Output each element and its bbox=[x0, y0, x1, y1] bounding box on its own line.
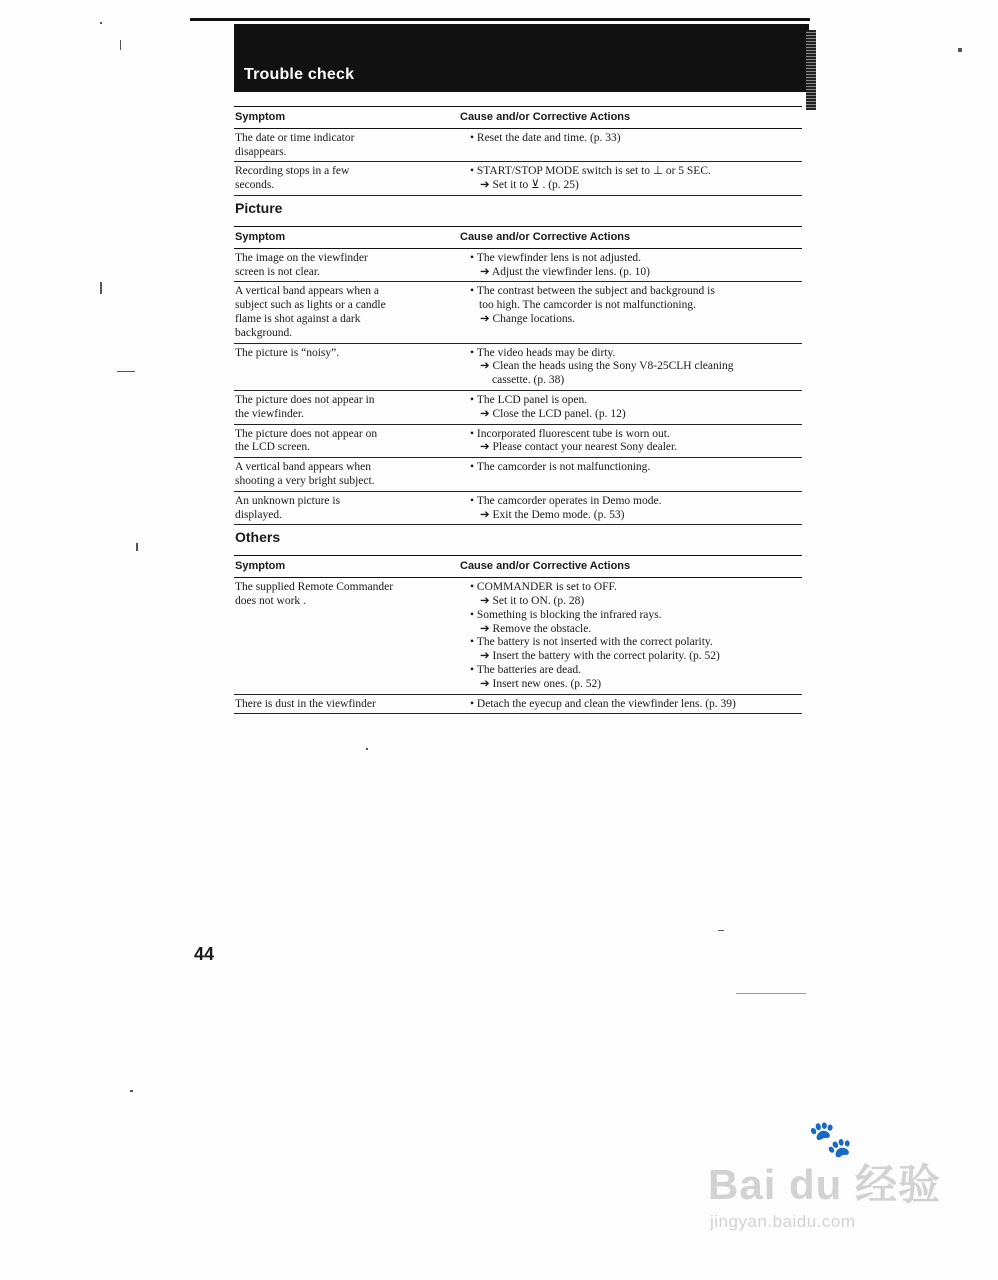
action-text: Exit the Demo mode. (p. 53) bbox=[492, 508, 625, 521]
action-text: Remove the obstacle. bbox=[492, 622, 592, 635]
symptom-line: the viewfinder. bbox=[235, 407, 304, 420]
edge-thumb-tab bbox=[806, 30, 816, 110]
symptom-line: An unknown picture is bbox=[235, 494, 341, 507]
symptom-line: The picture does not appear on bbox=[235, 427, 378, 440]
symptom-cell bbox=[234, 694, 452, 714]
symptom-line: A vertical band appears when a bbox=[235, 285, 380, 298]
table-row bbox=[234, 491, 802, 525]
arrow-icon: ➔ bbox=[480, 360, 493, 373]
scan-speck bbox=[117, 371, 135, 372]
cause-bullet bbox=[470, 664, 802, 678]
scan-speck bbox=[136, 543, 138, 551]
arrow-icon: ➔ bbox=[480, 312, 493, 325]
symptom-line: the LCD screen. bbox=[235, 441, 311, 454]
corrective-action bbox=[470, 441, 802, 455]
cause-bullet bbox=[470, 636, 802, 650]
corrective-action bbox=[470, 360, 802, 374]
table-row bbox=[234, 248, 802, 282]
scan-speck bbox=[366, 748, 368, 750]
corrective-action bbox=[470, 623, 802, 637]
action-text: The battery is not inserted with the correct polarity. bbox=[476, 636, 713, 649]
arrow-icon: ➔ bbox=[480, 407, 493, 420]
symptom-cell bbox=[234, 282, 452, 343]
symptom-cell bbox=[234, 424, 452, 458]
corrective-action bbox=[470, 678, 802, 692]
action-text: Close the LCD panel. (p. 12) bbox=[492, 407, 626, 420]
action-text: Insert new ones. (p. 52) bbox=[492, 677, 602, 690]
header-top-rule bbox=[190, 18, 810, 21]
trouble-table bbox=[234, 106, 802, 196]
watermark-logo: Bai du 经验 bbox=[708, 1161, 942, 1208]
table-row bbox=[234, 424, 802, 458]
symptom-cell bbox=[234, 390, 452, 424]
scan-speck bbox=[958, 48, 962, 52]
action-cell bbox=[452, 491, 802, 525]
action-cell bbox=[452, 162, 802, 196]
symptom-line: displayed. bbox=[235, 508, 282, 521]
action-text: Adjust the viewfinder lens. (p. 10) bbox=[491, 265, 650, 278]
action-text: The camcorder is not malfunctioning. bbox=[476, 461, 651, 474]
arrow-icon: ➔ bbox=[480, 677, 493, 690]
symptom-line: flame is shot against a dark bbox=[235, 312, 361, 325]
symptom-line: background. bbox=[235, 326, 293, 339]
table-row bbox=[234, 390, 802, 424]
table-row bbox=[234, 343, 802, 390]
action-text: Something is blocking the infrared rays. bbox=[476, 608, 662, 621]
action-text: cassette. (p. 38) bbox=[492, 374, 565, 387]
cause-bullet bbox=[470, 581, 802, 595]
cause-bullet bbox=[470, 609, 802, 623]
symptom-cell bbox=[234, 248, 452, 282]
action-text: too high. The camcorder is not malfunctioning. bbox=[479, 299, 696, 312]
symptom-line: The supplied Remote Commander bbox=[235, 581, 394, 594]
action-text: Reset the date and time. (p. 33) bbox=[476, 131, 621, 144]
cause-header: Cause and/or Corrective Actions bbox=[452, 107, 802, 129]
scan-speck bbox=[736, 993, 806, 994]
table-header-row bbox=[234, 226, 802, 248]
action-text: Set it to ON. (p. 28) bbox=[492, 594, 585, 607]
symptom-cell bbox=[234, 343, 452, 390]
symptom-line: The picture does not appear in bbox=[235, 393, 375, 406]
symptom-line: seconds. bbox=[235, 179, 275, 192]
section-title: Others bbox=[235, 529, 281, 546]
action-text: Insert the battery with the correct polarity. (p. 52) bbox=[492, 650, 720, 663]
arrow-icon: ➔ bbox=[480, 594, 493, 607]
cause-bullet bbox=[470, 428, 802, 442]
symptom-line: subject such as lights or a candle bbox=[235, 299, 386, 312]
action-cell bbox=[452, 128, 802, 162]
action-text: The LCD panel is open. bbox=[476, 393, 588, 406]
symptom-cell bbox=[234, 578, 452, 694]
cause-header: Cause and/or Corrective Actions bbox=[452, 226, 802, 248]
cause-bullet bbox=[470, 347, 802, 361]
corrective-action bbox=[470, 266, 802, 280]
action-text: COMMANDER is set to OFF. bbox=[476, 581, 617, 594]
page-number: 44 bbox=[194, 944, 215, 964]
symptom-line: The image on the viewfinder bbox=[235, 251, 368, 264]
symptom-cell bbox=[234, 162, 452, 196]
action-text: The contrast between the subject and background is bbox=[476, 285, 715, 298]
action-cell bbox=[452, 282, 802, 343]
symptom-line: shooting a very bright subject. bbox=[235, 474, 375, 487]
table-row bbox=[234, 162, 802, 196]
action-text: Please contact your nearest Sony dealer. bbox=[492, 441, 678, 454]
action-cell bbox=[452, 390, 802, 424]
table-header-row bbox=[234, 556, 802, 578]
arrow-icon: ➔ bbox=[480, 441, 493, 454]
symptom-line: does not work . bbox=[235, 594, 306, 607]
action-text: Detach the eyecup and clean the viewfinder lens. (p. 39) bbox=[476, 697, 736, 710]
symptom-cell bbox=[234, 128, 452, 162]
page-title: Trouble check bbox=[244, 66, 355, 83]
action-cell bbox=[452, 343, 802, 390]
symptom-line: A vertical band appears when bbox=[235, 461, 372, 474]
corrective-action bbox=[470, 650, 802, 664]
symptom-line: There is dust in the viewfinder bbox=[235, 697, 376, 710]
trouble-table bbox=[234, 555, 802, 714]
scan-speck bbox=[130, 1090, 133, 1092]
action-text: The video heads may be dirty. bbox=[476, 346, 616, 359]
action-text: Set it to ⊻ . (p. 25) bbox=[492, 179, 579, 192]
table-row bbox=[234, 458, 802, 492]
action-cell bbox=[452, 248, 802, 282]
arrow-icon: ➔ bbox=[480, 622, 493, 635]
cause-bullet bbox=[470, 252, 802, 266]
scan-speck bbox=[718, 930, 724, 931]
arrow-icon: ➔ bbox=[480, 508, 493, 521]
cause-bullet bbox=[470, 132, 802, 146]
cause-bullet bbox=[470, 698, 802, 712]
corrective-action bbox=[470, 595, 802, 609]
action-continuation bbox=[470, 374, 802, 388]
trouble-table bbox=[234, 226, 802, 525]
symptom-line: The date or time indicator bbox=[235, 131, 355, 144]
cause-continuation bbox=[470, 299, 802, 313]
arrow-icon: ➔ bbox=[480, 179, 493, 192]
action-cell bbox=[452, 424, 802, 458]
scan-speck bbox=[100, 282, 102, 294]
scan-speck bbox=[100, 22, 102, 24]
table-row bbox=[234, 128, 802, 162]
action-text: The batteries are dead. bbox=[476, 663, 581, 676]
paw-icon: 🐾 bbox=[808, 1118, 853, 1159]
symptom-header: Symptom bbox=[234, 556, 452, 578]
corrective-action bbox=[470, 509, 802, 523]
cause-bullet bbox=[470, 394, 802, 408]
corrective-action bbox=[470, 408, 802, 422]
action-cell bbox=[452, 578, 802, 694]
symptom-cell bbox=[234, 458, 452, 492]
cause-bullet bbox=[470, 495, 802, 509]
symptom-header: Symptom bbox=[234, 107, 452, 129]
table-row bbox=[234, 578, 802, 694]
symptom-header: Symptom bbox=[234, 226, 452, 248]
symptom-line: disappears. bbox=[235, 145, 287, 158]
header-bar bbox=[234, 24, 809, 92]
table-row bbox=[234, 282, 802, 343]
action-text: Incorporated fluorescent tube is worn out. bbox=[476, 427, 670, 440]
symptom-line: screen is not clear. bbox=[235, 265, 320, 278]
arrow-icon: ➔ bbox=[480, 650, 493, 663]
corrective-action bbox=[470, 179, 802, 193]
action-text: START/STOP MODE switch is set to ⊥ or 5 SEC. bbox=[476, 165, 711, 178]
cause-bullet bbox=[470, 165, 802, 179]
corrective-action bbox=[470, 313, 802, 327]
symptom-line: The picture is “noisy”. bbox=[235, 346, 340, 359]
section-title: Picture bbox=[235, 199, 283, 216]
symptom-cell bbox=[234, 491, 452, 525]
arrow-icon: ➔ bbox=[480, 265, 492, 278]
table-header-row bbox=[234, 107, 802, 129]
watermark-url: jingyan.baidu.com bbox=[710, 1212, 856, 1231]
action-text: The viewfinder lens is not adjusted. bbox=[476, 251, 642, 264]
action-text: The camcorder operates in Demo mode. bbox=[476, 494, 662, 507]
symptom-line: Recording stops in a few bbox=[235, 165, 350, 178]
scan-speck bbox=[120, 40, 121, 50]
action-text: Change locations. bbox=[492, 312, 575, 325]
cause-bullet bbox=[470, 461, 802, 475]
trouble-check-content bbox=[234, 106, 802, 714]
baidu-watermark bbox=[700, 1118, 950, 1248]
action-cell bbox=[452, 458, 802, 492]
action-cell bbox=[452, 694, 802, 714]
table-row bbox=[234, 694, 802, 714]
action-text: Clean the heads using the Sony V8-25CLH cleaning bbox=[492, 360, 734, 373]
cause-bullet bbox=[470, 285, 802, 299]
cause-header: Cause and/or Corrective Actions bbox=[452, 556, 802, 578]
